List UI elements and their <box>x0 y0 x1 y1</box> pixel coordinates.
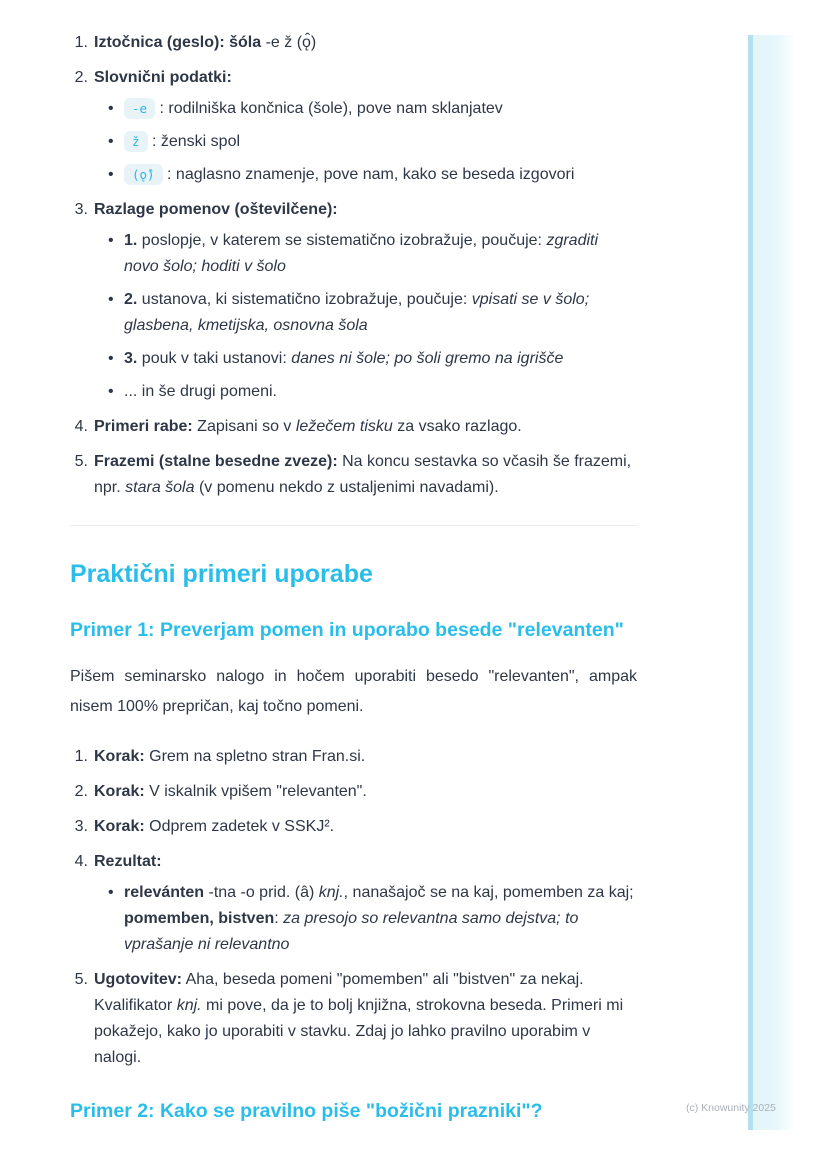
bullet-text: ž : ženski spol <box>124 133 240 150</box>
step-item-rezultat <box>94 849 637 958</box>
sub-bullet-list <box>94 96 637 188</box>
list-item-primeri-rabe <box>94 414 637 440</box>
list-item-slovnicni-podatki <box>94 65 637 188</box>
bullet-text: ... in še drugi pomeni. <box>124 383 277 400</box>
step-text: Rezultat: <box>94 853 162 870</box>
bullet-item <box>124 96 637 122</box>
page-content <box>70 0 637 1125</box>
bullet-item-dictionary-entry <box>124 880 637 958</box>
bullet-text: relevánten -tna -o prid. (â) knj., nanašajoč se na kaj, pomemben za kaj; pomemben, bistven: za presojo so relevantna samo dejstva; to vprašanje ni relevantno <box>124 884 634 953</box>
step-item-ugotovitev <box>94 967 637 1071</box>
bullet-text: 1. poslopje, v katerem se sistematično izobražuje, poučuje: zgraditi novo šolo; hoditi v šolo <box>124 232 599 275</box>
section-title: Praktični primeri uporabe <box>70 560 373 588</box>
bullet-text: (ǫ̂) : naglasno znamenje, pove nam, kako se beseda izgovori <box>124 166 574 183</box>
sub-bullet-list <box>94 228 637 405</box>
bullet-item <box>124 228 637 280</box>
example1-title: Primer 1: Preverjam pomen in uporabo besede "relevanten" <box>70 619 624 641</box>
list-item-iztocnica <box>94 30 637 56</box>
step-item <box>94 814 637 840</box>
bullet-item <box>124 162 637 188</box>
bullet-item <box>124 129 637 155</box>
list-item-text: Razlage pomenov (oštevilčene): <box>94 201 338 218</box>
list-item-razlage-pomenov <box>94 197 637 405</box>
bullet-text: -e : rodilniška končnica (šole), pove nam sklanjatev <box>124 100 503 117</box>
copyright-notice: (c) Knowunity 2025 <box>686 1102 776 1114</box>
step-text: Korak: Grem na spletno stran Fran.si. <box>94 748 366 765</box>
example1-intro-paragraph: Pišem seminarsko nalogo in hočem uporabiti besedo "relevanten", ampak nisem 100% prepričan, kaj točno pomeni. <box>70 668 637 715</box>
step-text: Korak: Odprem zadetek v SSKJ². <box>94 818 335 835</box>
page-edge-highlight-bar <box>748 35 795 1130</box>
example2-title: Primer 2: Kako se pravilno piše "božični prazniki"? <box>70 1100 543 1122</box>
list-item-frazemi <box>94 449 637 501</box>
bullet-item <box>124 287 637 339</box>
list-item-text: Frazemi (stalne besedne zveze): Na koncu sestavka so včasih še frazemi, npr. stara šola (v pomenu nekdo z ustaljenimi navadami). <box>94 453 632 496</box>
step-item <box>94 779 637 805</box>
dictionary-entry-structure-list <box>70 30 637 501</box>
bullet-item <box>124 346 637 372</box>
bullet-text: 3. pouk v taki ustanovi: danes ni šole; po šoli gremo na igrišče <box>124 350 564 367</box>
list-item-text: Primeri rabe: Zapisani so v ležečem tisku za vsako razlago. <box>94 418 522 435</box>
step-item <box>94 744 637 770</box>
bullet-item <box>124 379 637 405</box>
bullet-text: 2. ustanova, ki sistematično izobražuje, poučuje: vpisati se v šolo; glasbena, kmetijska, osnovna šola <box>124 291 590 334</box>
step-text: Korak: V iskalnik vpišem "relevanten". <box>94 783 367 800</box>
step-text: Ugotovitev: Aha, beseda pomeni "pomemben" ali "bistven" za nekaj. Kvalifikator knj. mi pove, da je to bolj knjižna, strokovna beseda. Primeri mi pokažejo, kako jo uporabiti v stavku. Zdaj jo lahko pravilno uporabim v nalogi. <box>94 971 624 1066</box>
list-item-text: Iztočnica (geslo): šóla -e ž (ǫ̂) <box>94 34 317 51</box>
sub-bullet-list <box>94 880 637 958</box>
section-divider <box>70 525 637 526</box>
list-item-text: Slovnični podatki: <box>94 69 232 86</box>
example1-steps-list <box>70 744 637 1071</box>
